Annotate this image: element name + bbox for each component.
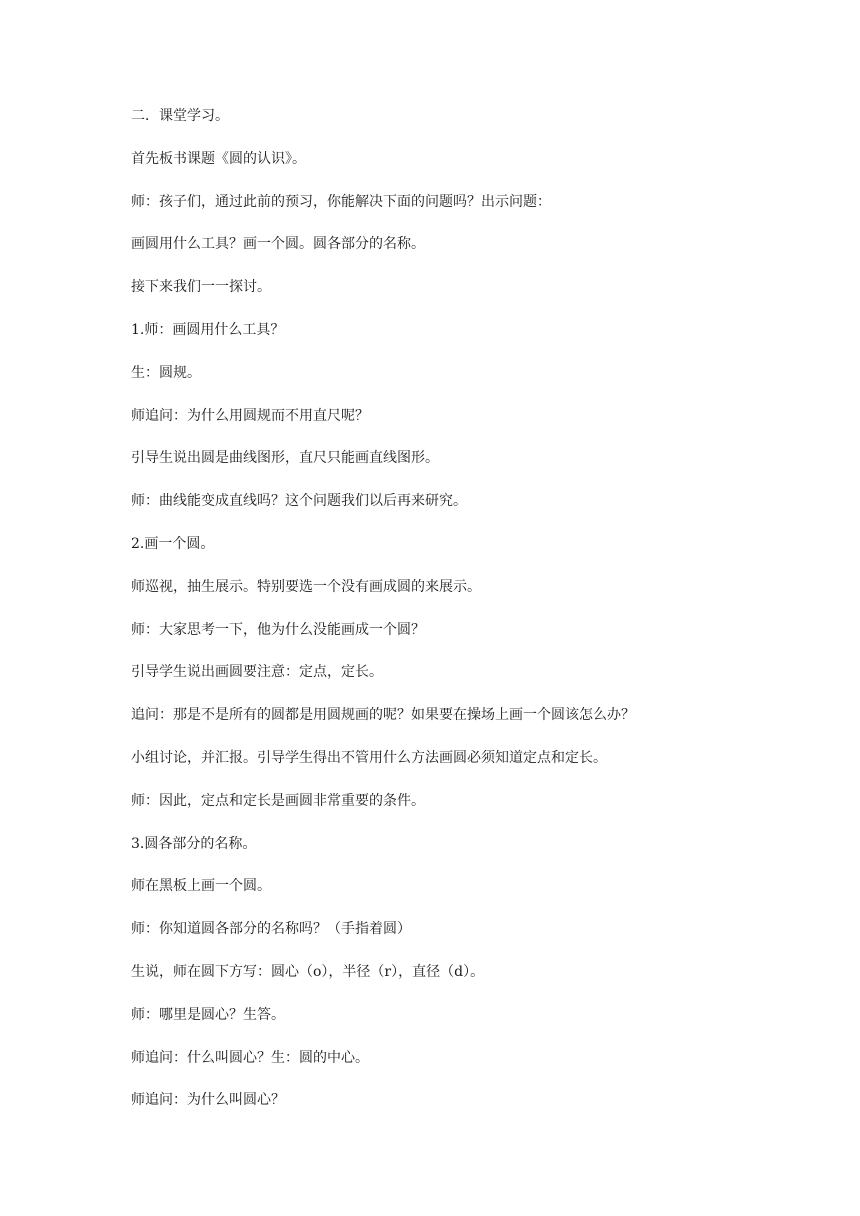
paragraph: 首先板书课题《圆的认识》。 [131, 150, 306, 167]
paragraph: 师：大家思考一下，他为什么没能画成一个圆？ [131, 621, 425, 638]
paragraph: 生：圆规。 [131, 364, 201, 381]
paragraph: 画圆用什么工具？画一个圆。圆各部分的名称。 [131, 236, 425, 253]
paragraph: 师追问：为什么叫圆心？ [131, 1092, 285, 1109]
paragraph: 追问：那是不是所有的圆都是用圆规画的呢？如果要在操场上画一个圆该怎么办？ [131, 707, 635, 724]
numbered-item: 1.师：画圆用什么工具？ [131, 321, 285, 338]
paragraph: 师：因此，定点和定长是画圆非常重要的条件。 [131, 792, 425, 809]
paragraph: 师追问：什么叫圆心？生：圆的中心。 [131, 1049, 369, 1066]
paragraph: 师：你知道圆各部分的名称吗？（手指着圆） [131, 921, 411, 938]
numbered-item: 3.圆各部分的名称。 [131, 835, 257, 852]
paragraph: 师追问：为什么用圆规而不用直尺呢？ [131, 407, 369, 424]
paragraph: 接下来我们一一探讨。 [131, 279, 271, 296]
paragraph: 师：孩子们，通过此前的预习，你能解决下面的问题吗？出示问题： [131, 193, 551, 210]
paragraph: 小组讨论，并汇报。引导学生得出不管用什么方法画圆必须知道定点和定长。 [131, 749, 607, 766]
section-heading: 二．课堂学习。 [131, 108, 229, 124]
paragraph: 师：曲线能变成直线吗？这个问题我们以后再来研究。 [131, 493, 467, 510]
paragraph: 师在黑板上画一个圆。 [131, 878, 271, 895]
document-body [131, 104, 771, 1131]
paragraph: 师巡视，抽生展示。特别要选一个没有画成圆的来展示。 [131, 578, 481, 595]
paragraph: 引导生说出圆是曲线图形，直尺只能画直线图形。 [131, 450, 439, 467]
paragraph: 师：哪里是圆心？生答。 [131, 1006, 285, 1023]
numbered-item: 2.画一个圆。 [131, 535, 215, 552]
paragraph: 引导学生说出画圆要注意：定点，定长。 [131, 664, 383, 681]
paragraph: 生说，师在圆下方写：圆心（o），半径（r），直径（d）。 [131, 963, 485, 980]
